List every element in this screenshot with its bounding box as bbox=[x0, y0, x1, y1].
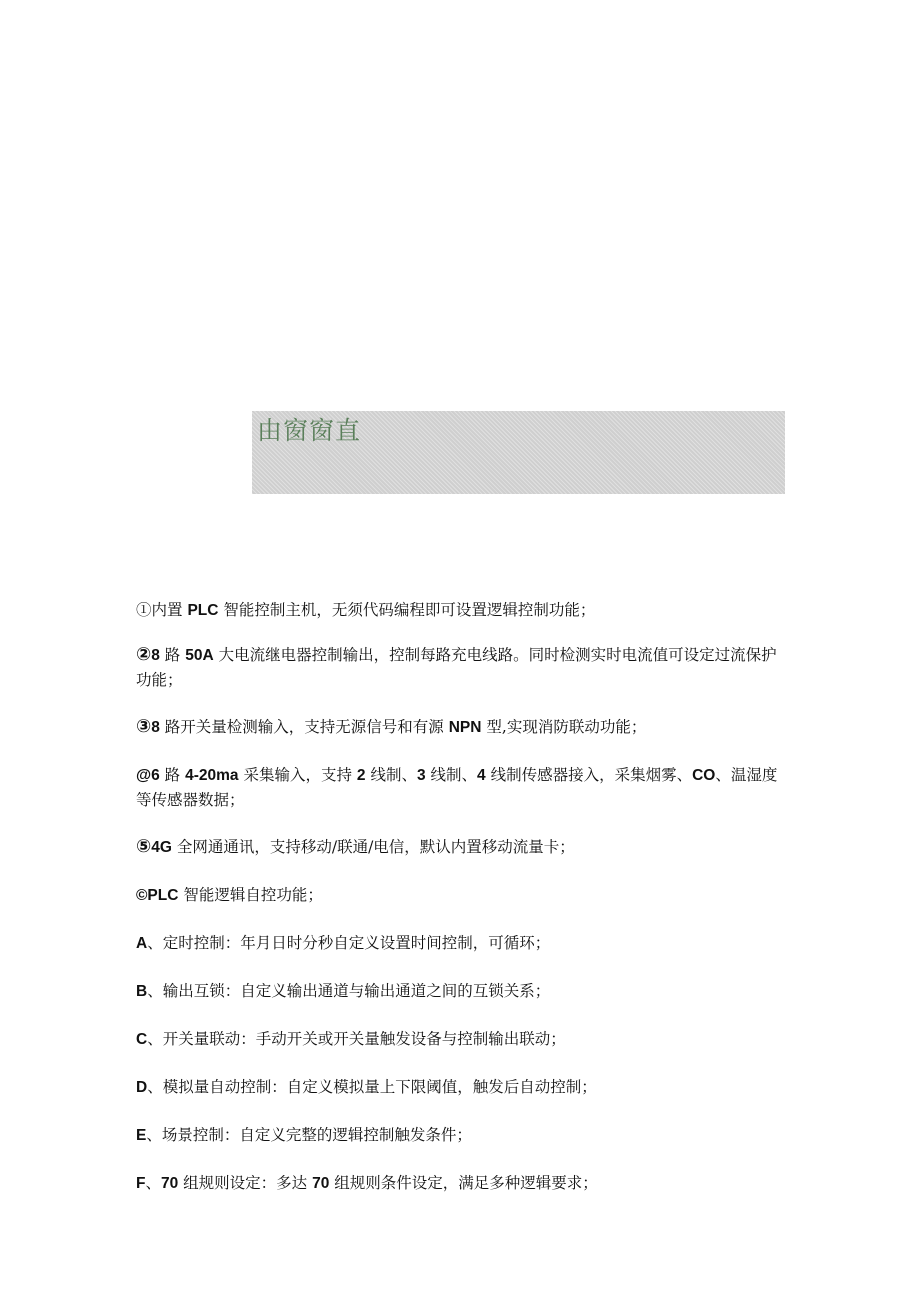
banner-title: 由窗窗直 bbox=[257, 416, 362, 445]
item-marker: ① bbox=[136, 601, 152, 619]
function-item: B、输出互锁：自定义输出通道与输出通道之间的互锁关系； bbox=[136, 982, 551, 1000]
feature-list bbox=[136, 598, 786, 1196]
list-item: ⑤4G 全网通通讯，支持移动/联通/电信，默认内置移动流量卡； bbox=[136, 836, 575, 857]
list-item: ②8 路 50A 大电流继电器控制输出，控制每路充电线路。同时检测实时电流值可设定过流保护功能； bbox=[136, 644, 777, 689]
list-item: ©PLC 智能逻辑自控功能； bbox=[136, 886, 323, 904]
function-item: E、场景控制：自定义完整的逻辑控制触发条件； bbox=[136, 1126, 472, 1144]
list-item: @6 路 4-20ma 采集输入，支持 2 线制、3 线制、4 线制传感器接入，采集烟雾、CO、温湿度等传感器数据； bbox=[136, 766, 778, 809]
item-marker: © bbox=[136, 887, 148, 904]
item-marker: ⑤ bbox=[136, 836, 152, 857]
banner-image bbox=[252, 411, 785, 494]
item-marker: ③ bbox=[136, 716, 152, 737]
function-item: C、开关量联动：手动开关或开关量触发设备与控制输出联动； bbox=[136, 1030, 566, 1048]
function-item: A、定时控制：年月日时分秒自定义设置时间控制，可循环； bbox=[136, 934, 551, 952]
function-item: D、模拟量自动控制：自定义模拟量上下限阈值，触发后自动控制； bbox=[136, 1078, 597, 1096]
item-marker: @ bbox=[136, 767, 152, 784]
list-item: ①内置 PLC 智能控制主机，无须代码编程即可设置逻辑控制功能； bbox=[136, 601, 596, 619]
function-item: F、70 组规则设定：多达 70 组规则条件设定，满足多种逻辑要求； bbox=[136, 1174, 598, 1192]
list-item: ③8 路开关量检测输入，支持无源信号和有源 NPN 型,实现消防联动功能； bbox=[136, 716, 647, 737]
item-marker: ② bbox=[136, 644, 152, 665]
